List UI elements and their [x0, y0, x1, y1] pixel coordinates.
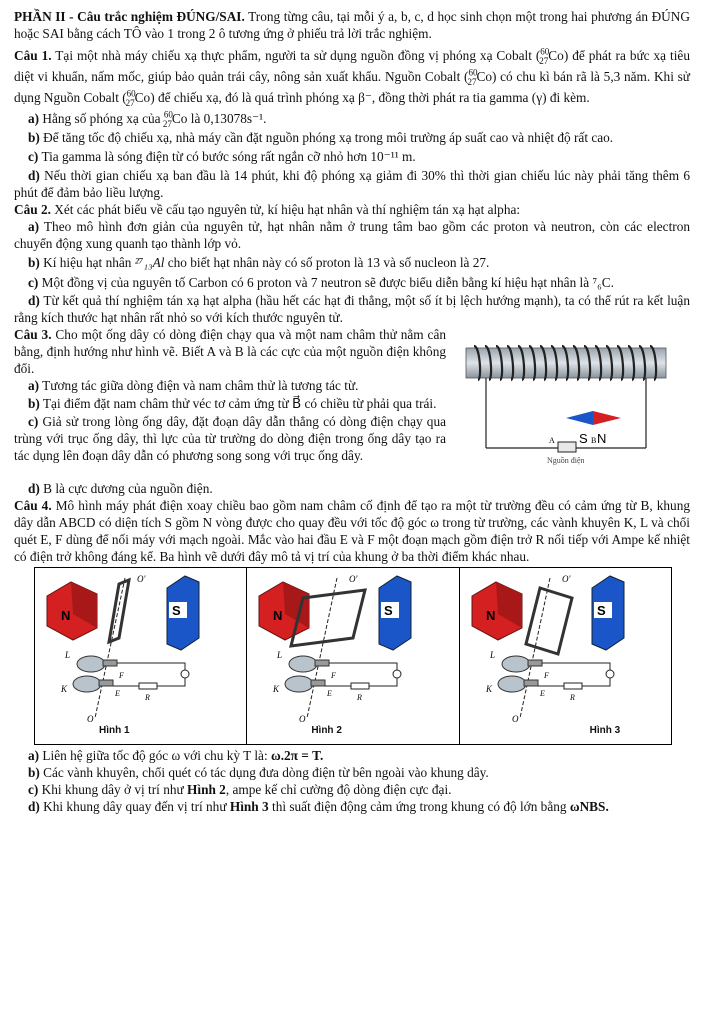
q1-b: b) Để tăng tốc độ chiếu xạ, nhà máy cần đặt nguồn phóng xạ trong môi trường áp suất cao và nhiệt độ rất cao. [28, 130, 614, 145]
q1-a: a) Hằng số phóng xạ của $^{60}_{27}$Co là 0,13078s⁻¹. [28, 109, 267, 129]
label-n: N [61, 608, 71, 623]
label-o: O [87, 714, 94, 724]
ring-k [498, 676, 526, 692]
axis [307, 578, 337, 718]
label-o2: O' [137, 574, 146, 584]
label-n: N [597, 431, 607, 446]
q4-d: d) Khi khung dây quay đến vị trí như Hình 3 thì suất điện động cảm ứng trong khung có độ lớn bằng ωNBS. [28, 799, 609, 814]
coil-frame [109, 580, 129, 642]
label-source: Nguồn điện [547, 456, 585, 465]
figure-3 [460, 568, 671, 744]
q1-stem-4: ) để chiếu xạ, đó là quá trình phóng xạ β⁻, đồng thời phát ra tia gamma (γ) đi kèm. [150, 90, 590, 105]
label-a: A [549, 436, 555, 445]
brush-f [99, 680, 113, 686]
q1-stem-2: ) để phát ra bức xạ tiêu diệt vi khuẩn, nấm mốc, giúp bảo quản trái cây, nông sản xuất khẩu. Nguồn Cobalt ( [14, 48, 690, 84]
q1-stem-1: Tại một nhà máy chiếu xạ thực phẩm, người ta sử dụng nguồn đồng vị phóng xạ Cobalt ( [55, 48, 541, 63]
q4-b: b) Các vành khuyên, chổi quét có tác dụng đưa dòng điện từ bên ngoài vào khung dây. [28, 765, 489, 780]
solenoid-figure [446, 326, 690, 480]
q4-a: a) Liên hệ giữa tốc độ góc ω với chu kỳ T là: ω.2π = T. [28, 748, 324, 763]
ammeter [181, 670, 189, 678]
label-s: S [172, 603, 181, 618]
ring-k [73, 676, 101, 692]
label-e: E [327, 689, 333, 698]
battery [558, 442, 576, 452]
ammeter [606, 670, 614, 678]
part-header [14, 8, 690, 42]
part-instruction: Trong từng câu, tại mỗi ý a, b, c, d học sinh chọn một trong hai phương án ĐÚNG hoặc SAI bằng cách TÔ vào 1 trong 2 ô tương ứng ở phiếu trả lời trắc nghiệm. [14, 9, 690, 41]
brush-f [524, 680, 538, 686]
label-s: S [596, 603, 606, 618]
label-k: K [485, 684, 492, 694]
q1-label: Câu 1. [14, 48, 52, 63]
q3-stem: Câu 3. Cho một ống dây có dòng điện chạy qua và một nam châm thử nằm cân bằng, định hướng như hình vẽ. Biết A và B là các cực của một nguồn điện không đổi. [14, 327, 446, 376]
label-r: R [569, 693, 575, 702]
label-f: F [119, 671, 124, 680]
q2-b: b) Kí hiệu hạt nhân ²⁷₁₃Al cho biết hạt nhân này có số proton là 13 và số nucleon là 27. [28, 255, 490, 270]
q2-c: c) Một đồng vị của nguyên tố Carbon có 6 proton và 7 neutron sẽ được biểu diễn bằng kí hiệu hạt nhân là ⁷₆C. [28, 275, 614, 290]
label-k: K [61, 684, 68, 694]
q3-d: d) B là cực dương của nguồn điện. [28, 481, 213, 496]
axis [95, 578, 125, 718]
brush-e [103, 660, 117, 666]
q1-c: c) Tia gamma là sóng điện từ có bước sóng rất ngắn cỡ nhỏ hơn 10⁻¹¹ m. [28, 149, 416, 164]
label-l: L [489, 650, 495, 660]
label-e: E [539, 689, 545, 698]
figure-1 [35, 568, 247, 744]
label-f: F [543, 671, 549, 680]
label-n: N [273, 608, 283, 623]
resistor [139, 683, 157, 689]
label-f: F [331, 671, 337, 680]
q1-d: d) Nếu thời gian chiếu xạ ban đầu là 14 phút, khi độ phóng xạ giảm đi 30% thì thời gian chiếu lúc này phải tăng thêm 6 phút để đảm bảo liều lượng. [14, 168, 690, 200]
caption-3: Hình 3 [589, 725, 621, 736]
label-r: R [145, 693, 150, 702]
q3-a: a) Tương tác giữa dòng điện và nam châm thử là tương tác từ. [28, 378, 359, 393]
q2-d: d) Từ kết quả thí nghiệm tán xạ hạt alpha (hầu hết các hạt đi thẳng, một số ít bị lệch hướng mạnh), ta có thể rút ra kết luận rằng kích thước hạt nhân rất nhỏ so với kích thước nguyên tử. [14, 293, 690, 325]
ring-k [285, 676, 313, 692]
coil-frame [526, 588, 572, 654]
q3-c: c) Giả sử trong lòng ống dây, đặt đoạn dây dẫn thẳng có dòng điện chạy qua trùng với trục ống dây, thì lực của từ trường do dòng điện trong ống dây tạo ra tác dụng lên đoạn dây dẫn có phương song song với trục ống dây. [14, 414, 446, 463]
label-s: S [579, 431, 588, 446]
resistor [351, 683, 369, 689]
resistor [564, 683, 582, 689]
exam-page [14, 0, 690, 815]
ammeter [393, 670, 401, 678]
part-title: PHẦN II - Câu trắc nghiệm ĐÚNG/SAI. [14, 9, 245, 24]
brush-f [311, 680, 325, 686]
q4-c: c) Khi khung dây ở vị trí như Hình 2, ampe kế chỉ cường độ dòng điện cực đại. [28, 782, 452, 797]
q3-block [14, 326, 690, 480]
label-n: N [485, 608, 496, 623]
generator-figures [34, 567, 672, 745]
label-o2: O' [349, 574, 358, 584]
label-l: L [65, 650, 71, 660]
ring-l [502, 656, 530, 672]
q4-stem: Câu 4. Mô hình máy phát điện xoay chiều bao gồm nam châm cố định để tạo ra một từ trường đều có cảm ứng từ B, khung dây dẫn ABCD có diện tích S gồm N vòng được cho quay đều với tốc độ góc ω trong từ trường, các vành khuyên K, L và chổi quét E, F dùng để nối máy với mạch ngoài. Mắc vào hai đầu E và F một đoạn mạch gồm điện trở R nối tiếp với Ampe kế nhiệt có điện trở không đáng kể. Ba hình vẽ dưới đây mô tả vị trí của khung ở ba thời điểm khác nhau. [14, 498, 691, 564]
label-r: R [357, 693, 363, 702]
co-isotope: $^{60}_{27}$Co [539, 46, 564, 66]
label-e: E [115, 689, 120, 698]
q1-stem-3: ) có chu kì bán rã là 5,3 năm. Khi sử dụng Nguồn Cobalt ( [14, 69, 690, 105]
caption-2: Hình 2 [311, 725, 342, 736]
label-o: O [299, 714, 306, 724]
solenoid-diagram [446, 326, 690, 476]
label-s: S [384, 603, 393, 618]
label-o: O [511, 714, 519, 724]
figure-2 [247, 568, 459, 744]
label-b: B [591, 436, 597, 445]
needle-south [566, 411, 593, 425]
q2-a: a) Theo mô hình đơn giản của nguyên tử, hạt nhân nằm ở trung tâm bao gồm các proton và neutron, còn các electron chuyển động xung quanh tạo thành lớp vỏ. [14, 219, 691, 251]
ring-l [77, 656, 105, 672]
q3-b: b) Tại điểm đặt nam châm thử véc tơ cảm ứng từ B⃗ có chiều từ phải qua trái. [28, 396, 437, 411]
ring-l [289, 656, 317, 672]
brush-e [528, 660, 542, 666]
label-l: L [277, 650, 283, 660]
q1-stem: Câu 1. Tại một nhà máy chiếu xạ thực phẩm, người ta sử dụng nguồn đồng vị phóng xạ Cobalt ($^{60}_{27}$Co) để phát ra bức xạ tiêu diệt vi khuẩn, nấm mốc, giúp bảo quản trái cây, nông sản xuất khẩu. Nguồn Cobalt ($^{60}_{27}$Co) có chu kì bán rã là 5,3 năm. Khi sử dụng Nguồn Cobalt ($^{60}_{27}$Co) để chiếu xạ, đó là quá trình phóng xạ β⁻, đồng thời phát ra tia gamma (γ) đi kèm. [14, 46, 690, 108]
needle-north [593, 411, 621, 425]
brush-e [315, 660, 329, 666]
q2-stem: Câu 2. Xét các phát biểu về cấu tạo nguyên tử, kí hiệu hạt nhân và thí nghiệm tán xạ hạt alpha: [14, 202, 521, 217]
label-o2: O' [561, 574, 571, 584]
label-k: K [273, 684, 280, 694]
caption-1: Hình 1 [99, 725, 130, 736]
